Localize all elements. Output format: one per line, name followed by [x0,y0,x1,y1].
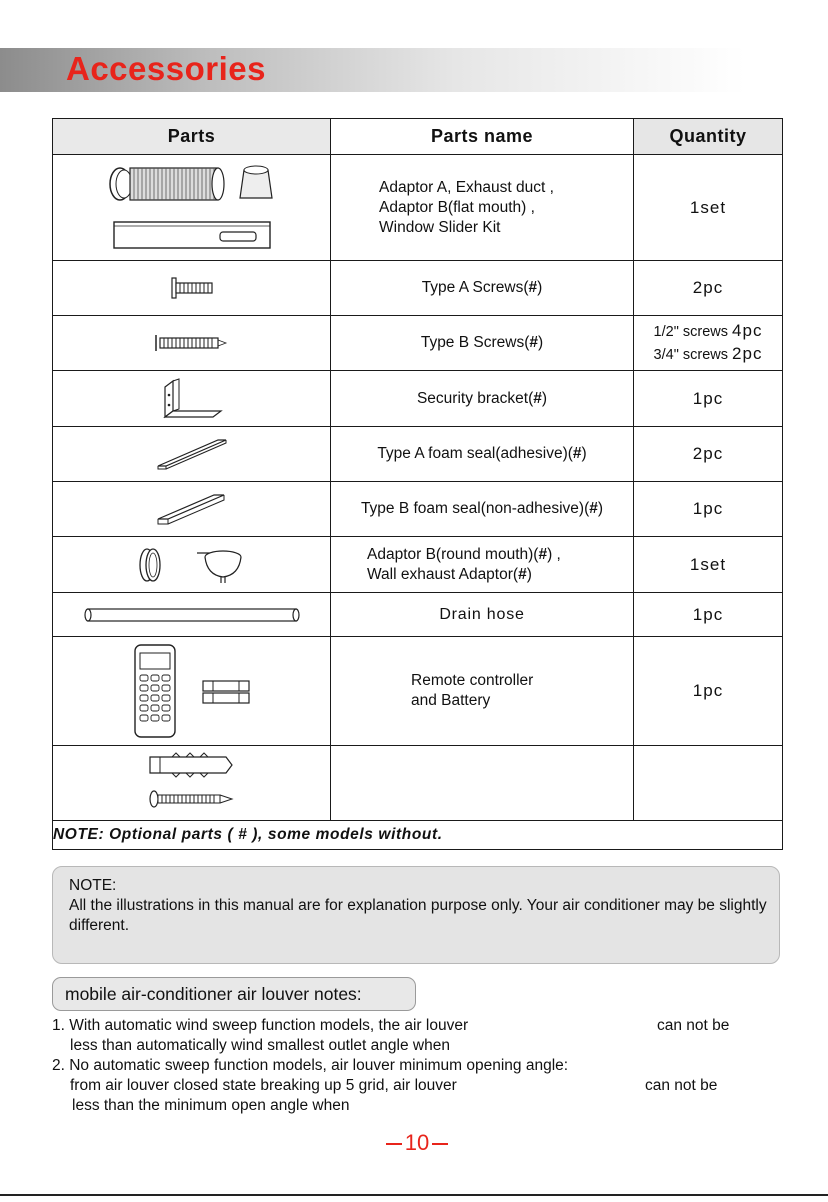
optional-mark: # [572,445,582,462]
part-name: Security bracket( [416,389,534,407]
part-name-line: Adaptor A, Exhaust duct , [379,178,554,196]
table-header-row [53,119,783,155]
louver-note-line: 2. No automatic sweep function models, air louver minimum opening angle: [52,1057,569,1074]
part-name: Type B foam seal(non-adhesive)( [360,500,590,517]
page-number-dash [386,1143,402,1145]
quantity-cell [634,746,783,821]
page-number-dash [432,1143,448,1145]
part-name-line: and Battery [411,692,491,709]
table-row [53,427,783,482]
page-number [372,1130,462,1156]
part-name-cell: Drain hose [331,593,634,637]
louver-note-line: can not be [657,1017,730,1034]
louver-note-line: less than the minimum open angle when [72,1097,350,1114]
optional-mark: # [538,545,548,563]
type-b-screw-icon [53,316,331,371]
part-name-cell [331,746,634,821]
round-adaptor-icon [53,537,331,593]
quantity-value: 4pc [732,321,763,340]
part-name-suffix: ) [526,565,532,583]
part-name-suffix: ) [537,279,543,296]
quantity-cell: 1pc [634,637,783,746]
part-name-cell [331,637,634,746]
table-row [53,155,783,261]
part-name-cell [331,316,634,371]
part-name-suffix: ) [581,445,587,462]
col-header-parts-name: Parts name [331,119,634,155]
louver-notes-heading [52,977,416,1011]
table-row [53,593,783,637]
table-row [53,371,783,427]
exhaust-duct-kit-icon [53,155,331,261]
table-row [53,261,783,316]
page-number-value: 10 [404,1130,430,1155]
part-name: Wall exhaust Adaptor( [367,565,519,583]
optional-parts-note: NOTE: Optional parts ( # ), some models without. [53,821,783,850]
part-name-line: Adaptor B(flat mouth) , [379,198,535,216]
optional-mark: # [528,279,538,296]
col-header-quantity: Quantity [634,119,783,155]
louver-note-line: can not be [645,1077,718,1094]
quantity-cell: 1set [634,155,783,261]
louver-note-line: less than automatically wind smallest outlet angle when [70,1037,450,1054]
part-name-cell [331,427,634,482]
type-a-screw-icon [53,261,331,316]
table-row [53,316,783,371]
wall-anchor-screw-icon [53,746,331,821]
optional-mark: # [529,334,538,351]
louver-note-line: from air louver closed state breaking up 5 grid, air louver [70,1077,457,1094]
note-body: All the illustrations in this manual are for explanation purpose only. Your air conditioner may be slightly different. [69,897,767,934]
note-title: NOTE: [69,877,117,894]
part-name: Adaptor B(round mouth)( [367,545,539,563]
louver-notes-title: mobile air-conditioner air louver notes: [65,984,362,1004]
table-note-row [53,821,783,850]
foam-seal-a-icon [53,427,331,482]
quantity-cell [634,316,783,371]
foam-seal-b-icon [53,482,331,537]
table-row [53,482,783,537]
part-name-suffix: ) [537,334,544,351]
part-name-line: Window Slider Kit [379,218,501,236]
optional-mark: # [533,389,542,407]
col-header-parts: Parts [53,119,331,155]
part-name-suffix: ) [597,500,604,517]
quantity-cell: 1set [634,537,783,593]
screw-size-label: 3/4" screws [653,347,728,363]
part-name-cell [331,537,634,593]
quantity-cell: 1pc [634,482,783,537]
quantity-cell: 1pc [634,593,783,637]
title-bar [0,48,828,92]
optional-mark: # [518,565,527,583]
table-row [53,537,783,593]
accessories-table [52,118,783,850]
table-row [53,637,783,746]
page-title: Accessories [66,50,266,87]
part-name: Type A foam seal(adhesive)( [377,445,573,462]
quantity-cell: 2pc [634,261,783,316]
security-bracket-icon [53,371,331,427]
quantity-cell: 2pc [634,427,783,482]
remote-controller-icon [53,637,331,746]
part-name-cell [331,155,634,261]
part-name-line: Remote controller [411,672,534,689]
quantity-cell: 1pc [634,371,783,427]
part-name: Type B Screws( [420,334,530,351]
drain-hose-icon [53,593,331,637]
part-name-suffix: ) [541,389,548,407]
part-name-cell [331,482,634,537]
bottom-rule [0,1194,828,1196]
part-name-cell [331,371,634,427]
quantity-value: 2pc [732,344,763,363]
part-name-suffix: ) , [547,545,561,563]
optional-mark: # [589,500,598,517]
louver-note-line: 1. With automatic wind sweep function models, the air louver [52,1017,469,1034]
part-name: Type A Screws( [421,279,529,296]
part-name-cell [331,261,634,316]
screw-size-label: 1/2" screws [653,324,728,340]
note-box [52,866,780,964]
table-row [53,746,783,821]
